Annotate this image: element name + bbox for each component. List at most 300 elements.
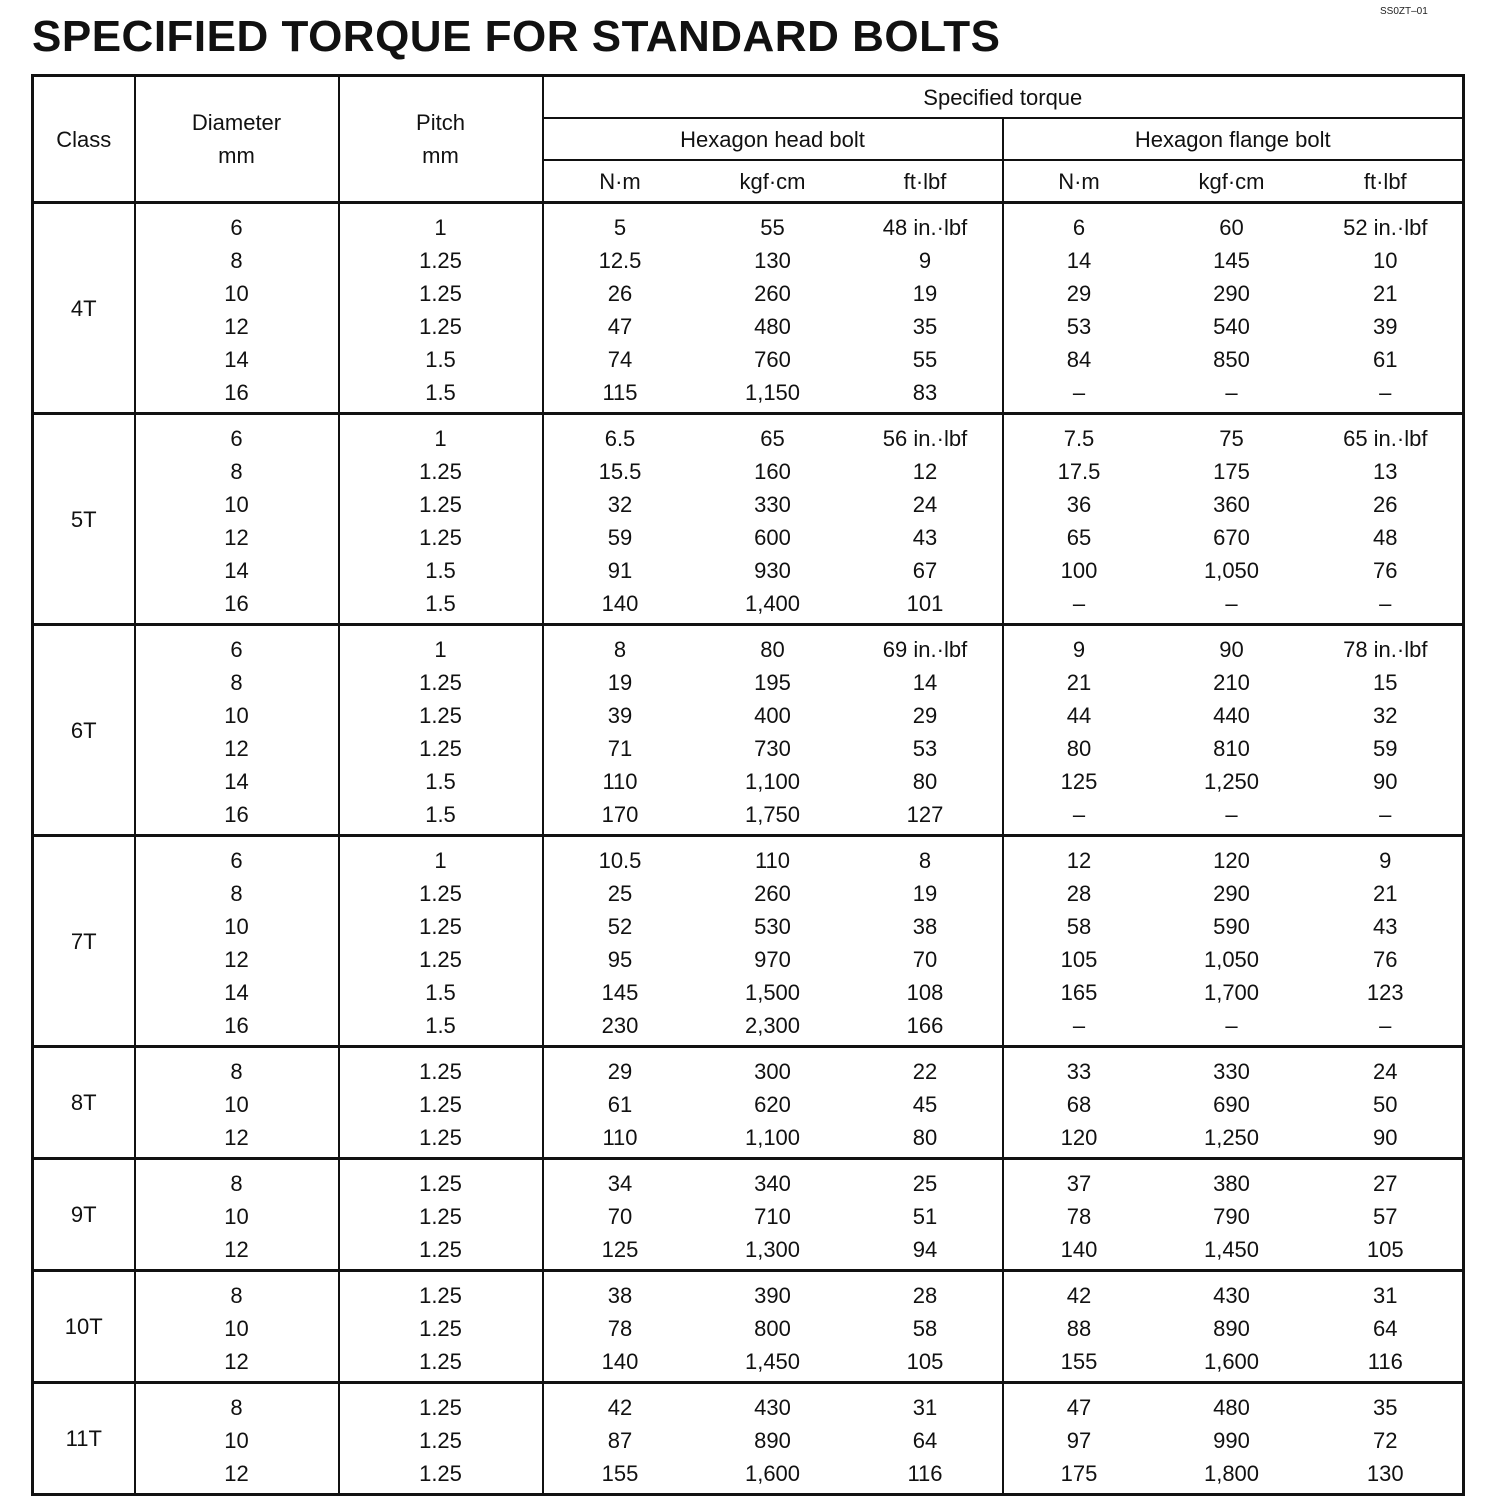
diameter-cell: 8 (135, 1383, 339, 1425)
flange-kgfcm-cell: 210 (1213, 670, 1250, 695)
diameter-cell: 6 (135, 836, 339, 878)
table-row (33, 554, 1464, 587)
table-row (33, 943, 1464, 976)
flange-kgfcm-cell: 590 (1213, 914, 1250, 939)
head-ftlbf-cell: 94 (849, 1233, 1003, 1271)
head-kgfcm-cell: 1,600 (744, 1461, 801, 1486)
head-nm-cell: 78 (543, 1312, 697, 1345)
pitch-cell: 1.25 (339, 1424, 543, 1457)
diameter-cell: 12 (135, 732, 339, 765)
head-ftlbf-cell: 19 (849, 277, 1003, 310)
diameter-cell: 14 (135, 554, 339, 587)
flange-kgfcm-cell: 890 (1213, 1316, 1250, 1341)
head-kgfcm-cell: 760 (754, 347, 791, 372)
class-cell: 11T (33, 1383, 135, 1495)
class-cell: 4T (33, 203, 135, 414)
diameter-cell: 12 (135, 1345, 339, 1383)
head-nm-cell: 10.5 (543, 836, 697, 878)
head-nm-cell: 34 (543, 1159, 697, 1201)
diameter-cell: 10 (135, 1424, 339, 1457)
diameter-cell: 10 (135, 1200, 339, 1233)
table-row (33, 488, 1464, 521)
head-nm-cell: 61 (543, 1088, 697, 1121)
pitch-cell: 1.5 (339, 554, 543, 587)
class-cell: 6T (33, 625, 135, 836)
flange-nm-cell: 100 (1003, 554, 1155, 587)
flange-kgfcm-cell: 175 (1213, 459, 1250, 484)
diameter-cell: 8 (135, 455, 339, 488)
flange-nm-cell: – (1003, 1009, 1155, 1047)
head-kgfcm-cell: 1,400 (744, 591, 801, 616)
head-nm-cell: 47 (543, 310, 697, 343)
diameter-cell: 14 (135, 765, 339, 798)
class-group (33, 1047, 1464, 1159)
head-nm-cell: 26 (543, 277, 697, 310)
flange-ftlbf-cell: 27 (1309, 1159, 1464, 1201)
pitch-cell: 1 (339, 836, 543, 878)
header-hexagon-flange-bolt: Hexagon flange bolt (1003, 118, 1464, 160)
head-ftlbf-cell: 166 (849, 1009, 1003, 1047)
head-ftlbf-cell: 45 (849, 1088, 1003, 1121)
header-diameter (135, 76, 339, 203)
head-ftlbf-cell: 28 (849, 1271, 1003, 1313)
pitch-cell: 1.25 (339, 277, 543, 310)
class-group (33, 203, 1464, 414)
flange-ftlbf-cell: 123 (1309, 976, 1464, 1009)
class-group (33, 625, 1464, 836)
table-row (33, 1312, 1464, 1345)
flange-kgfcm-cell: 75 (1219, 426, 1244, 451)
head-kgfcm-cell: 300 (754, 1059, 791, 1084)
diameter-cell: 16 (135, 587, 339, 625)
head-ftlbf-cell: 8 (849, 836, 1003, 878)
flange-ftlbf-cell: 61 (1309, 343, 1464, 376)
class-cell: 10T (33, 1271, 135, 1383)
pitch-cell: 1.25 (339, 943, 543, 976)
flange-kgfcm-cell: 380 (1213, 1171, 1250, 1196)
table-row (33, 1424, 1464, 1457)
head-kgfcm-cell: 1,750 (744, 802, 801, 827)
pitch-cell: 1.5 (339, 343, 543, 376)
diameter-cell: 8 (135, 1047, 339, 1089)
head-kgfcm-cell: 340 (754, 1171, 791, 1196)
flange-nm-cell: 65 (1003, 521, 1155, 554)
flange-ftlbf-cell: 48 (1309, 521, 1464, 554)
flange-ftlbf-cell: 32 (1309, 699, 1464, 732)
diameter-cell: 8 (135, 666, 339, 699)
flange-ftlbf-cell: 72 (1309, 1424, 1464, 1457)
flange-ftlbf-cell: 64 (1309, 1312, 1464, 1345)
head-nm-cell: 95 (543, 943, 697, 976)
flange-kgfcm-cell: 1,050 (1203, 558, 1260, 583)
header-class (33, 76, 135, 203)
flange-ftlbf-cell: 26 (1309, 488, 1464, 521)
head-kgfcm-cell: 65 (760, 426, 785, 451)
table-row (33, 414, 1464, 456)
flange-ftlbf-cell: 116 (1309, 1345, 1464, 1383)
head-nm-cell: 38 (543, 1271, 697, 1313)
class-cell: 9T (33, 1159, 135, 1271)
pitch-cell: 1.25 (339, 488, 543, 521)
head-kgfcm-cell: 1,450 (744, 1349, 801, 1374)
pitch-cell: 1.25 (339, 910, 543, 943)
head-kgfcm-cell: 600 (754, 525, 791, 550)
head-ftlbf-cell: 31 (849, 1383, 1003, 1425)
head-nm-cell: 115 (543, 376, 697, 414)
head-ftlbf-cell: 69 in.·lbf (849, 625, 1003, 667)
unit-head-nm: N·m (543, 160, 697, 203)
head-ftlbf-cell: 48 in.·lbf (849, 203, 1003, 245)
flange-ftlbf-cell: 15 (1309, 666, 1464, 699)
diameter-cell: 16 (135, 376, 339, 414)
header-class-label: Class (56, 126, 112, 152)
flange-nm-cell: 28 (1003, 877, 1155, 910)
head-nm-cell: 52 (543, 910, 697, 943)
head-ftlbf-cell: 58 (849, 1312, 1003, 1345)
class-group (33, 1159, 1464, 1271)
table-row (33, 836, 1464, 878)
head-kgfcm-cell: 530 (754, 914, 791, 939)
flange-ftlbf-cell: – (1309, 376, 1464, 414)
class-group (33, 1271, 1464, 1383)
flange-kgfcm-cell: 1,050 (1203, 947, 1260, 972)
flange-ftlbf-cell: 76 (1309, 554, 1464, 587)
flange-nm-cell: 105 (1003, 943, 1155, 976)
head-ftlbf-cell: 105 (849, 1345, 1003, 1383)
head-kgfcm-cell: 260 (754, 881, 791, 906)
pitch-cell: 1 (339, 414, 543, 456)
head-ftlbf-cell: 9 (849, 244, 1003, 277)
table-row (33, 277, 1464, 310)
diameter-cell: 6 (135, 203, 339, 245)
flange-ftlbf-cell: 31 (1309, 1271, 1464, 1313)
pitch-cell: 1.5 (339, 976, 543, 1009)
flange-kgfcm-cell: 990 (1213, 1428, 1250, 1453)
flange-nm-cell: 42 (1003, 1271, 1155, 1313)
head-kgfcm-cell: 55 (760, 215, 785, 240)
flange-kgfcm-cell: 1,600 (1203, 1349, 1260, 1374)
flange-ftlbf-cell: 65 in.·lbf (1309, 414, 1464, 456)
flange-ftlbf-cell: 9 (1309, 836, 1464, 878)
head-ftlbf-cell: 108 (849, 976, 1003, 1009)
flange-kgfcm-cell: 440 (1213, 703, 1250, 728)
flange-nm-cell: 47 (1003, 1383, 1155, 1425)
flange-ftlbf-cell: 24 (1309, 1047, 1464, 1089)
pitch-cell: 1.5 (339, 587, 543, 625)
flange-nm-cell: 155 (1003, 1345, 1155, 1383)
head-kgfcm-cell: 430 (754, 1395, 791, 1420)
table-row (33, 798, 1464, 836)
head-ftlbf-cell: 101 (849, 587, 1003, 625)
pitch-cell: 1.5 (339, 1009, 543, 1047)
table-row (33, 343, 1464, 376)
table-header (33, 76, 1464, 203)
table-row (33, 1159, 1464, 1201)
pitch-cell: 1.5 (339, 376, 543, 414)
head-nm-cell: 8 (543, 625, 697, 667)
flange-nm-cell: 6 (1003, 203, 1155, 245)
flange-ftlbf-cell: 35 (1309, 1383, 1464, 1425)
diameter-cell: 8 (135, 244, 339, 277)
flange-nm-cell: 175 (1003, 1457, 1155, 1495)
head-kgfcm-cell: 1,100 (744, 1125, 801, 1150)
flange-kgfcm-cell: – (1225, 1013, 1238, 1038)
flange-nm-cell: 37 (1003, 1159, 1155, 1201)
table-row (33, 376, 1464, 414)
flange-nm-cell: 33 (1003, 1047, 1155, 1089)
flange-nm-cell: 21 (1003, 666, 1155, 699)
flange-nm-cell: 14 (1003, 244, 1155, 277)
class-group (33, 836, 1464, 1047)
table-row (33, 203, 1464, 245)
head-ftlbf-cell: 80 (849, 1121, 1003, 1159)
diameter-cell: 12 (135, 943, 339, 976)
table-row (33, 732, 1464, 765)
head-kgfcm-cell: 390 (754, 1283, 791, 1308)
head-ftlbf-cell: 53 (849, 732, 1003, 765)
table-row (33, 1200, 1464, 1233)
head-nm-cell: 59 (543, 521, 697, 554)
flange-ftlbf-cell: 90 (1309, 765, 1464, 798)
diameter-cell: 12 (135, 1121, 339, 1159)
flange-kgfcm-cell: 1,800 (1203, 1461, 1260, 1486)
head-ftlbf-cell: 64 (849, 1424, 1003, 1457)
pitch-cell: 1.25 (339, 1345, 543, 1383)
head-kgfcm-cell: 710 (754, 1204, 791, 1229)
flange-kgfcm-cell: 145 (1213, 248, 1250, 273)
pitch-cell: 1.5 (339, 765, 543, 798)
head-ftlbf-cell: 12 (849, 455, 1003, 488)
flange-kgfcm-cell: 290 (1213, 881, 1250, 906)
diameter-cell: 8 (135, 1159, 339, 1201)
head-ftlbf-cell: 22 (849, 1047, 1003, 1089)
flange-ftlbf-cell: 21 (1309, 877, 1464, 910)
flange-nm-cell: 36 (1003, 488, 1155, 521)
table-row (33, 976, 1464, 1009)
flange-ftlbf-cell: 50 (1309, 1088, 1464, 1121)
flange-kgfcm-cell: 1,700 (1203, 980, 1260, 1005)
document-code: SS0ZT–01 (1380, 6, 1428, 17)
pitch-cell: 1.25 (339, 1159, 543, 1201)
flange-ftlbf-cell: 10 (1309, 244, 1464, 277)
head-nm-cell: 5 (543, 203, 697, 245)
flange-ftlbf-cell: 78 in.·lbf (1309, 625, 1464, 667)
head-nm-cell: 42 (543, 1383, 697, 1425)
flange-kgfcm-cell: 60 (1219, 215, 1244, 240)
pitch-cell: 1.25 (339, 1383, 543, 1425)
flange-kgfcm-cell: 790 (1213, 1204, 1250, 1229)
flange-nm-cell: – (1003, 376, 1155, 414)
pitch-cell: 1.25 (339, 521, 543, 554)
flange-kgfcm-cell: 480 (1213, 1395, 1250, 1420)
diameter-cell: 10 (135, 910, 339, 943)
head-ftlbf-cell: 67 (849, 554, 1003, 587)
diameter-cell: 14 (135, 976, 339, 1009)
diameter-cell: 16 (135, 1009, 339, 1047)
flange-ftlbf-cell: 43 (1309, 910, 1464, 943)
head-nm-cell: 39 (543, 699, 697, 732)
flange-nm-cell: 17.5 (1003, 455, 1155, 488)
head-ftlbf-cell: 19 (849, 877, 1003, 910)
table-row (33, 1233, 1464, 1271)
head-kgfcm-cell: 620 (754, 1092, 791, 1117)
flange-kgfcm-cell: 1,250 (1203, 769, 1260, 794)
head-kgfcm-cell: 195 (754, 670, 791, 695)
flange-kgfcm-cell: 810 (1213, 736, 1250, 761)
head-kgfcm-cell: 1,300 (744, 1237, 801, 1262)
flange-ftlbf-cell: 13 (1309, 455, 1464, 488)
head-kgfcm-cell: 1,500 (744, 980, 801, 1005)
head-ftlbf-cell: 43 (849, 521, 1003, 554)
diameter-cell: 10 (135, 277, 339, 310)
head-nm-cell: 140 (543, 587, 697, 625)
class-group (33, 414, 1464, 625)
flange-ftlbf-cell: 105 (1309, 1233, 1464, 1271)
class-cell: 8T (33, 1047, 135, 1159)
diameter-cell: 10 (135, 699, 339, 732)
flange-nm-cell: 125 (1003, 765, 1155, 798)
diameter-cell: 12 (135, 310, 339, 343)
flange-kgfcm-cell: 290 (1213, 281, 1250, 306)
flange-nm-cell: 84 (1003, 343, 1155, 376)
diameter-cell: 16 (135, 798, 339, 836)
head-ftlbf-cell: 83 (849, 376, 1003, 414)
head-kgfcm-cell: 890 (754, 1428, 791, 1453)
diameter-cell: 10 (135, 1312, 339, 1345)
head-nm-cell: 170 (543, 798, 697, 836)
head-ftlbf-cell: 38 (849, 910, 1003, 943)
pitch-cell: 1.25 (339, 1121, 543, 1159)
header-diameter-unit: mm (218, 143, 255, 168)
head-nm-cell: 230 (543, 1009, 697, 1047)
head-nm-cell: 25 (543, 877, 697, 910)
unit-head-ftlbf: ft·lbf (849, 160, 1003, 203)
flange-ftlbf-cell: 59 (1309, 732, 1464, 765)
flange-nm-cell: 78 (1003, 1200, 1155, 1233)
table-row (33, 625, 1464, 667)
head-kgfcm-cell: 480 (754, 314, 791, 339)
head-nm-cell: 110 (543, 1121, 697, 1159)
table-row (33, 1121, 1464, 1159)
head-kgfcm-cell: 160 (754, 459, 791, 484)
diameter-cell: 12 (135, 1457, 339, 1495)
head-kgfcm-cell: 2,300 (744, 1013, 801, 1038)
flange-ftlbf-cell: 76 (1309, 943, 1464, 976)
pitch-cell: 1 (339, 203, 543, 245)
flange-ftlbf-cell: 130 (1309, 1457, 1464, 1495)
flange-ftlbf-cell: 21 (1309, 277, 1464, 310)
head-ftlbf-cell: 70 (849, 943, 1003, 976)
unit-head-kgfcm: kgf·cm (697, 160, 849, 203)
head-nm-cell: 12.5 (543, 244, 697, 277)
flange-nm-cell: 9 (1003, 625, 1155, 667)
head-kgfcm-cell: 1,150 (744, 380, 801, 405)
flange-kgfcm-cell: – (1225, 380, 1238, 405)
head-kgfcm-cell: 330 (754, 492, 791, 517)
head-kgfcm-cell: 970 (754, 947, 791, 972)
table-row (33, 310, 1464, 343)
pitch-cell: 1.25 (339, 1233, 543, 1271)
flange-kgfcm-cell: 540 (1213, 314, 1250, 339)
class-cell: 5T (33, 414, 135, 625)
head-nm-cell: 19 (543, 666, 697, 699)
head-ftlbf-cell: 56 in.·lbf (849, 414, 1003, 456)
diameter-cell: 6 (135, 414, 339, 456)
header-specified-torque: Specified torque (543, 76, 1464, 119)
flange-nm-cell: 140 (1003, 1233, 1155, 1271)
head-ftlbf-cell: 127 (849, 798, 1003, 836)
table-row (33, 587, 1464, 625)
flange-kgfcm-cell: 330 (1213, 1059, 1250, 1084)
flange-nm-cell: 97 (1003, 1424, 1155, 1457)
flange-nm-cell: 68 (1003, 1088, 1155, 1121)
table-row (33, 455, 1464, 488)
flange-kgfcm-cell: 850 (1213, 347, 1250, 372)
flange-ftlbf-cell: – (1309, 1009, 1464, 1047)
head-nm-cell: 91 (543, 554, 697, 587)
flange-ftlbf-cell: – (1309, 798, 1464, 836)
unit-flange-nm: N·m (1003, 160, 1155, 203)
diameter-cell: 10 (135, 1088, 339, 1121)
head-ftlbf-cell: 14 (849, 666, 1003, 699)
table-row (33, 1383, 1464, 1425)
flange-kgfcm-cell: 670 (1213, 525, 1250, 550)
pitch-cell: 1.25 (339, 1200, 543, 1233)
head-kgfcm-cell: 930 (754, 558, 791, 583)
flange-ftlbf-cell: 90 (1309, 1121, 1464, 1159)
head-ftlbf-cell: 55 (849, 343, 1003, 376)
table-row (33, 765, 1464, 798)
head-nm-cell: 71 (543, 732, 697, 765)
table-row (33, 910, 1464, 943)
pitch-cell: 1.25 (339, 310, 543, 343)
head-nm-cell: 87 (543, 1424, 697, 1457)
diameter-cell: 6 (135, 625, 339, 667)
torque-table (31, 74, 1465, 1496)
header-pitch-unit: mm (422, 143, 459, 168)
flange-nm-cell: – (1003, 798, 1155, 836)
table-row (33, 1088, 1464, 1121)
pitch-cell: 1 (339, 625, 543, 667)
head-kgfcm-cell: 110 (754, 848, 791, 873)
flange-kgfcm-cell: 690 (1213, 1092, 1250, 1117)
head-kgfcm-cell: 260 (754, 281, 791, 306)
unit-flange-ftlbf: ft·lbf (1309, 160, 1464, 203)
head-nm-cell: 70 (543, 1200, 697, 1233)
head-kgfcm-cell: 80 (760, 637, 785, 662)
pitch-cell: 1.25 (339, 1271, 543, 1313)
head-ftlbf-cell: 51 (849, 1200, 1003, 1233)
head-nm-cell: 155 (543, 1457, 697, 1495)
head-ftlbf-cell: 24 (849, 488, 1003, 521)
diameter-cell: 12 (135, 521, 339, 554)
flange-nm-cell: 165 (1003, 976, 1155, 1009)
pitch-cell: 1.25 (339, 732, 543, 765)
class-cell: 7T (33, 836, 135, 1047)
flange-nm-cell: 80 (1003, 732, 1155, 765)
head-ftlbf-cell: 29 (849, 699, 1003, 732)
pitch-cell: 1.25 (339, 244, 543, 277)
table-row (33, 1047, 1464, 1089)
pitch-cell: 1.25 (339, 1088, 543, 1121)
table-row (33, 877, 1464, 910)
pitch-cell: 1.25 (339, 1457, 543, 1495)
flange-nm-cell: – (1003, 587, 1155, 625)
flange-ftlbf-cell: – (1309, 587, 1464, 625)
table-row (33, 1009, 1464, 1047)
flange-ftlbf-cell: 52 in.·lbf (1309, 203, 1464, 245)
head-ftlbf-cell: 80 (849, 765, 1003, 798)
